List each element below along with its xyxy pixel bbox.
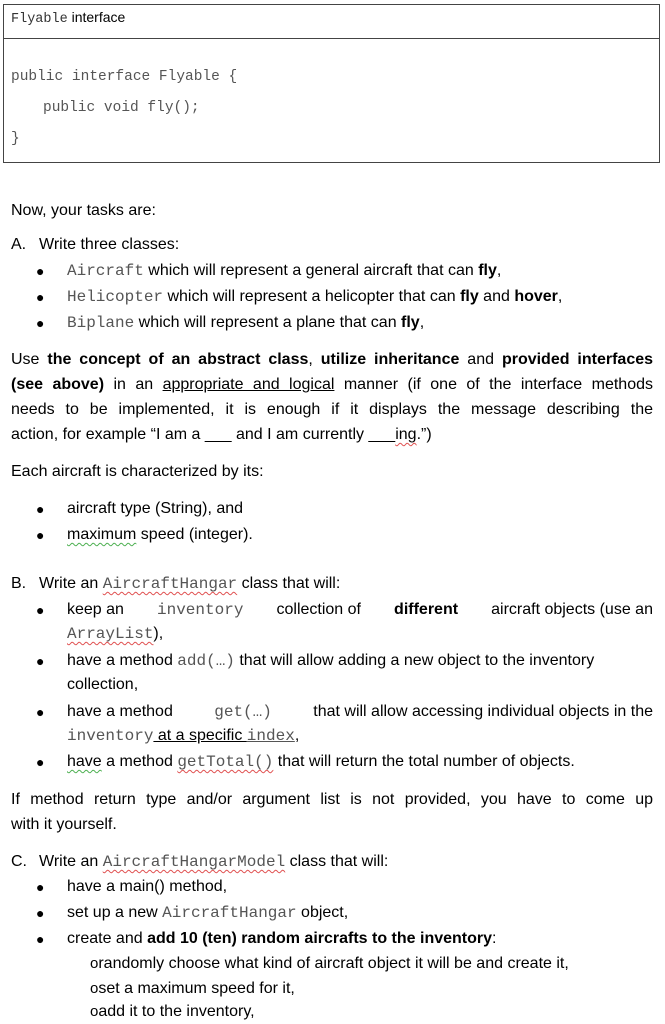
text: speed (integer).: [136, 526, 253, 543]
bullet-icon: ●: [36, 527, 45, 543]
list-item: [67, 598, 653, 622]
text: a method: [101, 753, 178, 770]
list-item: [67, 927, 496, 951]
text: ,: [294, 727, 300, 744]
code-text: ArrayList: [67, 625, 154, 643]
list-item: [67, 285, 562, 309]
task-a-heading-text: Write three classes:: [39, 236, 180, 253]
text: that will return the total number of objects.: [273, 753, 575, 770]
task-a-heading: [11, 233, 179, 257]
text: keep an: [67, 601, 124, 618]
code-line-3: }: [11, 131, 20, 147]
bullet-icon: ●: [36, 905, 45, 921]
use-para-line-3: needs to be implemented, it is enough if it displays the message describing the: [11, 401, 653, 418]
list-item-cont: [67, 622, 163, 646]
use-para-line-1: [11, 348, 653, 372]
task-b-label: B.: [11, 575, 27, 592]
sub-item-text: randomly choose what kind of aircraft object it will be and create it,: [98, 955, 569, 972]
code-line-2: public void fly();: [43, 100, 200, 116]
class-name: Biplane: [67, 314, 135, 332]
sub-item: [90, 1000, 255, 1024]
item-text: ,: [496, 262, 502, 279]
code-line-1: public interface Flyable {: [11, 69, 238, 85]
task-a-label: A.: [11, 236, 27, 253]
text: have a method: [67, 703, 173, 720]
text: create and: [67, 930, 148, 947]
list-item-cont: [67, 724, 299, 748]
class-name: Helicopter: [67, 288, 164, 306]
bold-text: (see above): [11, 376, 105, 393]
text: Write an: [39, 853, 103, 870]
code-text: inventory: [67, 727, 154, 745]
bullet-icon: ●: [36, 315, 45, 331]
item-bold: fly: [460, 288, 479, 305]
text: manner (if one of the interface methods: [334, 376, 653, 393]
text: Write an: [39, 575, 103, 592]
text: in an: [104, 376, 163, 393]
item-text: and: [478, 288, 515, 305]
item-bold: hover: [514, 288, 558, 305]
list-item-cont: collection,: [67, 676, 139, 693]
item-text: which will represent a general aircraft that can: [143, 262, 479, 279]
note-line-2: with it yourself.: [11, 816, 117, 833]
bold-text: provided interfaces: [501, 351, 654, 368]
item-text: which will represent a plane that can: [134, 314, 402, 331]
each-aircraft-text: Each aircraft is characterized by its:: [11, 463, 264, 480]
list-item: [67, 750, 575, 774]
text: and: [459, 351, 502, 368]
text: ing: [395, 426, 417, 443]
box-title-code: Flyable: [11, 12, 68, 27]
task-b-heading: [11, 572, 340, 596]
text: Use: [11, 351, 48, 368]
list-item: [67, 523, 253, 547]
list-item: have a main() method,: [67, 878, 228, 895]
list-item: [67, 700, 653, 724]
code-text: getTotal(): [177, 753, 274, 771]
box-title-text: interface: [71, 9, 126, 25]
text: .”): [416, 426, 432, 443]
flyable-interface-box: [3, 4, 660, 163]
bullet-icon: ●: [36, 263, 45, 279]
class-name: Aircraft: [67, 262, 144, 280]
code-text: index: [246, 727, 295, 745]
bullet-icon: ●: [36, 501, 45, 517]
circle-bullet-icon: o: [90, 1003, 99, 1020]
sub-item: [90, 977, 295, 1001]
code-text: add(…): [177, 652, 235, 670]
sub-item-text: set a maximum speed for it,: [98, 980, 295, 997]
text: ),: [153, 625, 164, 642]
bullet-icon: ●: [36, 704, 45, 720]
underlined-text: at a specific: [153, 727, 247, 744]
bold-text: the concept of an abstract class: [47, 351, 309, 368]
text: object,: [296, 904, 349, 921]
box-title: [4, 5, 659, 39]
bullet-icon: ●: [36, 879, 45, 895]
text: have: [67, 753, 102, 770]
item-bold: fly: [478, 262, 497, 279]
note-line-1: If method return type and/or argument list is not provided, you have to come up: [11, 791, 653, 808]
use-para-line-2: [11, 373, 653, 397]
task-c-label: C.: [11, 853, 27, 870]
class-name: AircraftHangar: [102, 575, 238, 593]
text: :: [492, 930, 497, 947]
text: have a method: [67, 652, 178, 669]
bold-text: add 10 (ten) random aircrafts to the inventory: [147, 930, 493, 947]
task-c-heading: [11, 850, 388, 874]
sub-item-text: add it to the inventory,: [98, 1003, 255, 1020]
text: that will allow accessing individual objects in the: [313, 703, 653, 720]
class-name: AircraftHangarModel: [102, 853, 286, 871]
text: class that will:: [285, 853, 389, 870]
item-text: which will represent a helicopter that can: [163, 288, 461, 305]
bold-text: different: [394, 601, 459, 618]
text: action, for example “I am a ___ and I am currently ___: [11, 426, 396, 443]
list-item: [67, 259, 501, 283]
text: maximum: [67, 526, 137, 543]
item-bold: fly: [401, 314, 420, 331]
bullet-icon: ●: [36, 653, 45, 669]
bullet-icon: ●: [36, 602, 45, 618]
use-para-line-4: [11, 423, 432, 447]
code-text: get(…): [214, 703, 272, 721]
text: class that will:: [237, 575, 341, 592]
text: ,: [308, 351, 321, 368]
text: set up a new: [67, 904, 163, 921]
code-text: inventory: [157, 601, 244, 619]
text: aircraft objects (use an: [491, 601, 653, 618]
list-item: [67, 901, 348, 925]
bullet-icon: ●: [36, 754, 45, 770]
text: that will allow adding a new object to the inventory: [234, 652, 595, 669]
code-text: AircraftHangar: [162, 904, 297, 922]
list-item: [67, 311, 424, 335]
bullet-icon: ●: [36, 289, 45, 305]
intro-text: Now, your tasks are:: [11, 202, 156, 219]
list-item: [67, 649, 594, 673]
text: collection of: [276, 601, 361, 618]
underlined-text: appropriate and logical: [162, 376, 335, 393]
bullet-icon: ●: [36, 931, 45, 947]
sub-item: [90, 952, 569, 976]
bold-text: utilize inheritance: [320, 351, 460, 368]
circle-bullet-icon: o: [90, 955, 99, 972]
item-text: ,: [419, 314, 425, 331]
list-item: aircraft type (String), and: [67, 500, 244, 517]
item-text: ,: [557, 288, 563, 305]
circle-bullet-icon: o: [90, 980, 99, 997]
